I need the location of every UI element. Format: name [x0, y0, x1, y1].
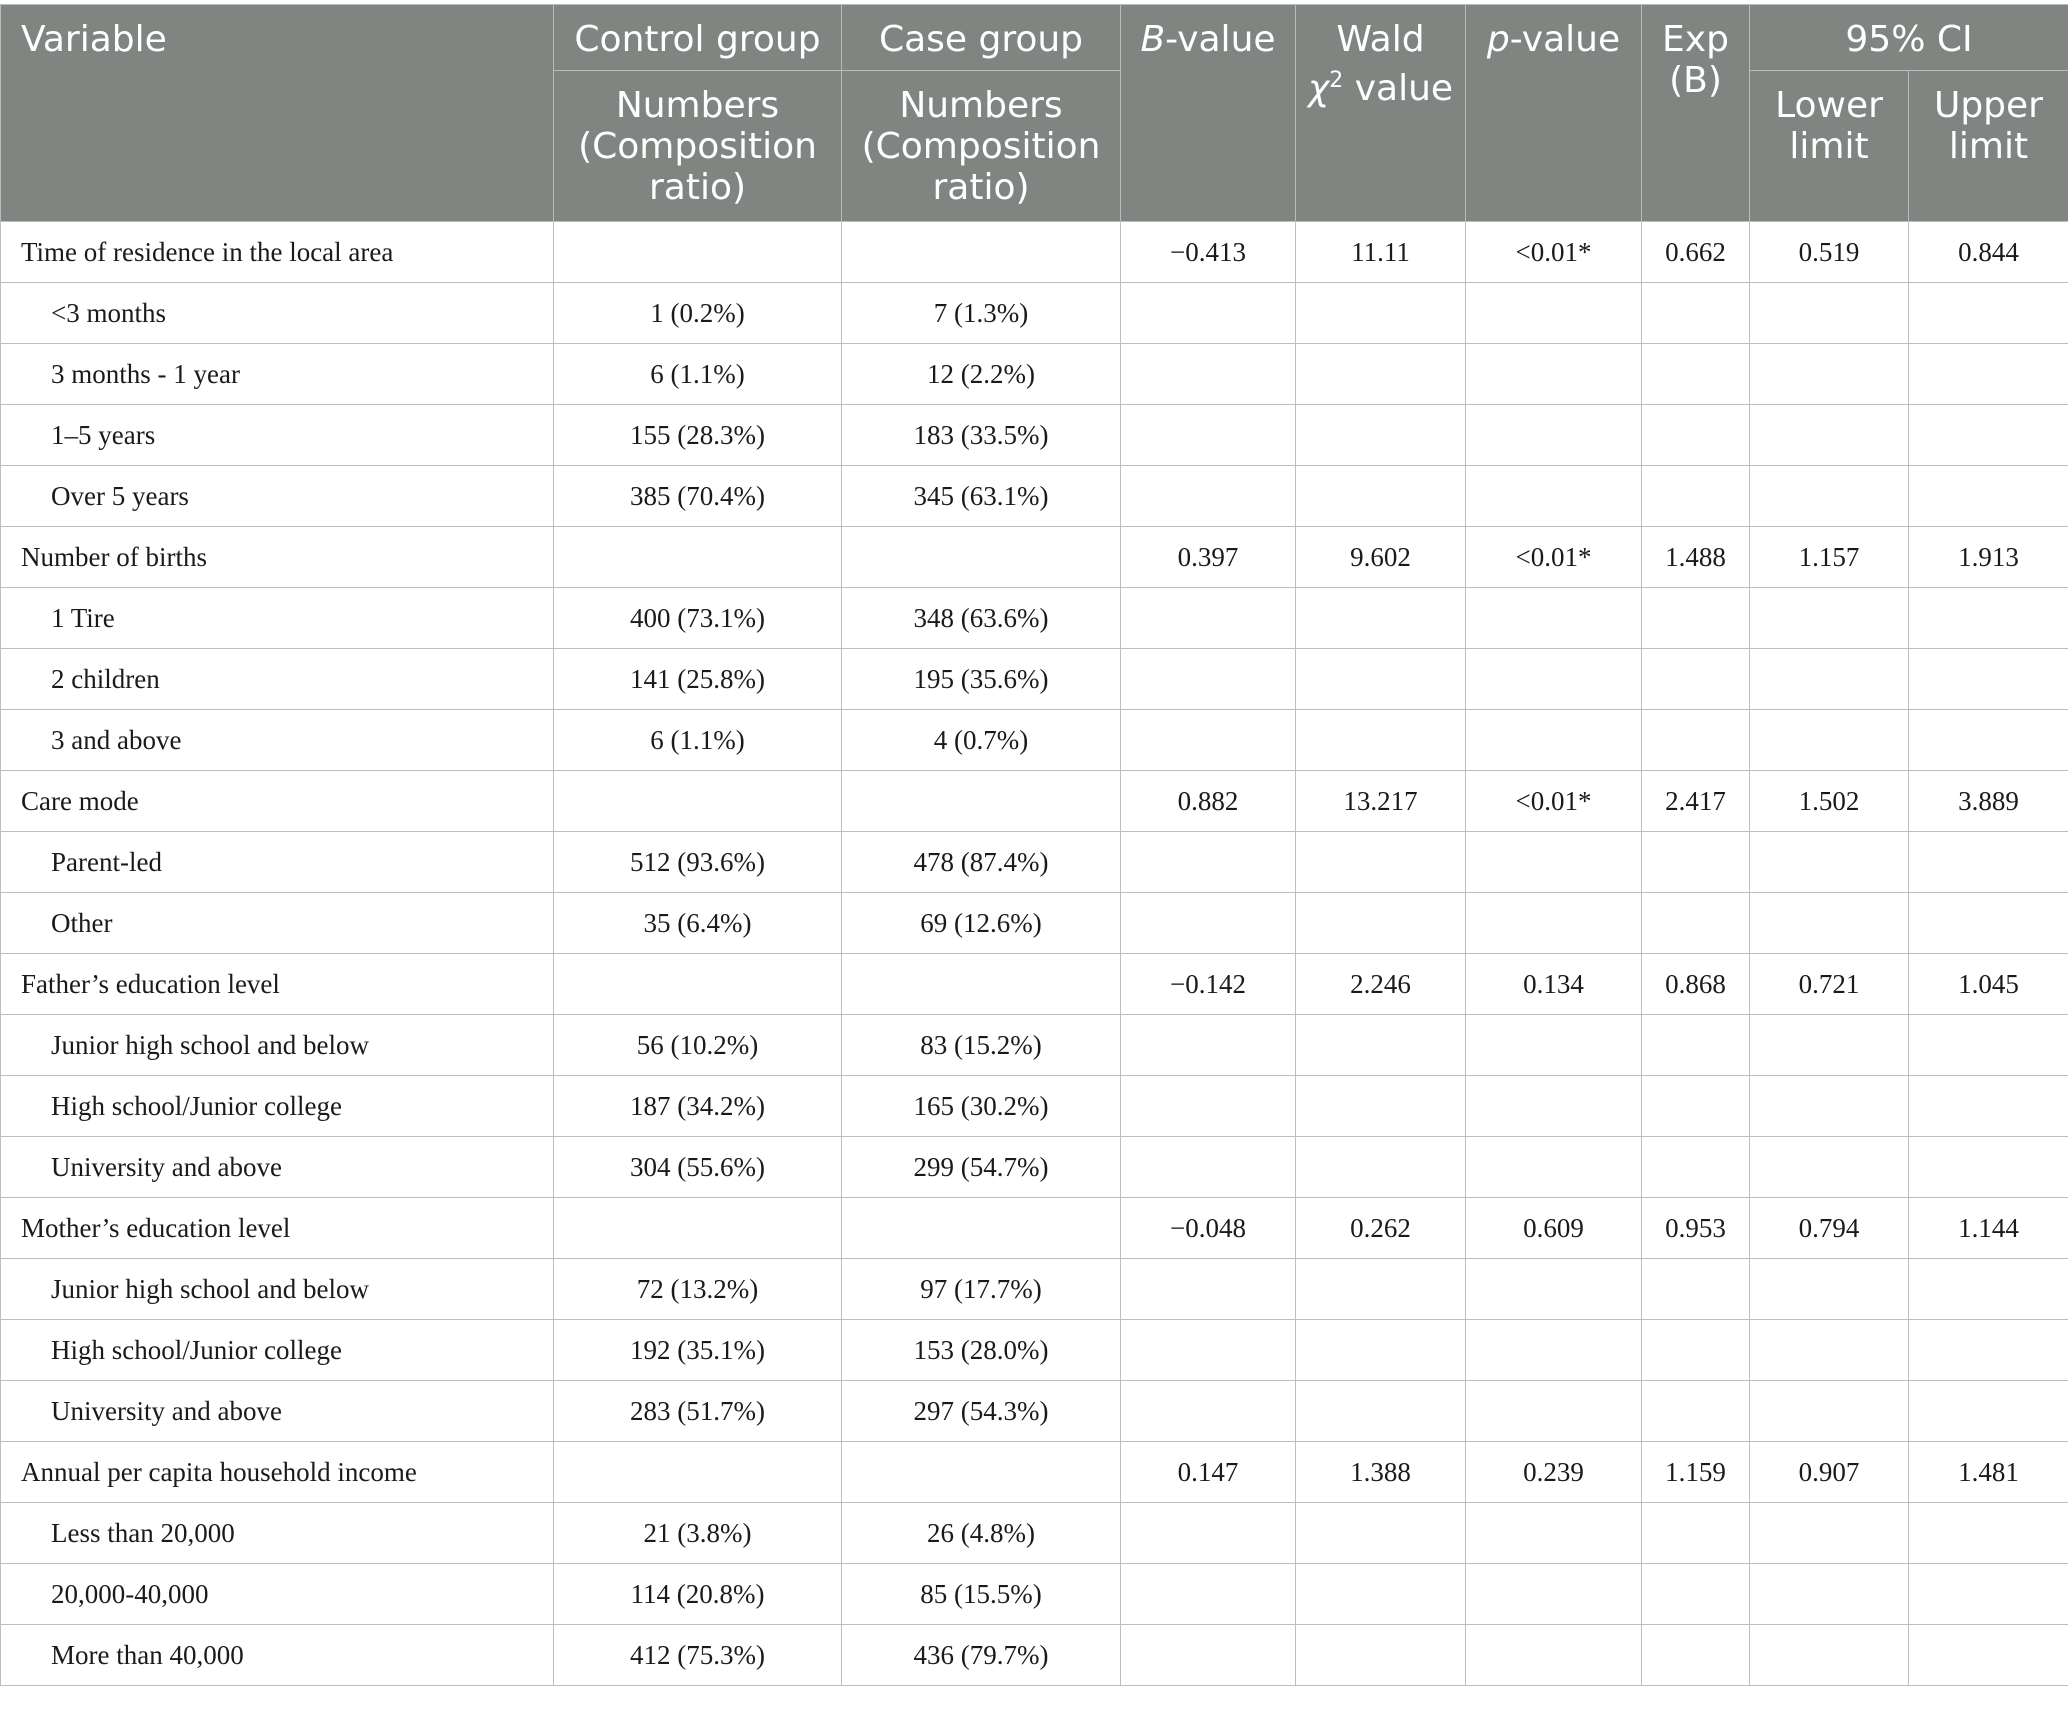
- exp-b-value: [1642, 1625, 1750, 1686]
- control-value: 1 (0.2%): [554, 283, 842, 344]
- ci-upper-value: [1909, 893, 2068, 954]
- header-case-group: Case group: [842, 5, 1121, 71]
- control-value: 21 (3.8%): [554, 1503, 842, 1564]
- control-value: 35 (6.4%): [554, 893, 842, 954]
- case-value: 345 (63.1%): [842, 466, 1121, 527]
- ci-lower-value: [1750, 344, 1909, 405]
- ci-lower-value: [1750, 1625, 1909, 1686]
- wald-value: 2.246: [1296, 954, 1466, 1015]
- case-value: 153 (28.0%): [842, 1320, 1121, 1381]
- ci-upper-value: [1909, 832, 2068, 893]
- b-value: [1121, 710, 1296, 771]
- row-label: Less than 20,000: [1, 1503, 554, 1564]
- case-value: 85 (15.5%): [842, 1564, 1121, 1625]
- ci-upper-value: [1909, 710, 2068, 771]
- row-label: 3 and above: [1, 710, 554, 771]
- case-value: [842, 527, 1121, 588]
- exp-b-value: [1642, 1076, 1750, 1137]
- ci-lower-value: [1750, 1564, 1909, 1625]
- wald-value: [1296, 1259, 1466, 1320]
- control-value: 412 (75.3%): [554, 1625, 842, 1686]
- p-value: [1466, 710, 1642, 771]
- exp-b-value: [1642, 710, 1750, 771]
- table-row-category: [1, 710, 2068, 771]
- table-row-variable: [1, 1442, 2068, 1503]
- p-value: [1466, 1015, 1642, 1076]
- case-value: 7 (1.3%): [842, 283, 1121, 344]
- table-row-category: [1, 1259, 2068, 1320]
- wald-value: [1296, 893, 1466, 954]
- row-label: Over 5 years: [1, 466, 554, 527]
- ci-lower-value: 0.794: [1750, 1198, 1909, 1259]
- ci-upper-value: [1909, 1015, 2068, 1076]
- control-value: [554, 527, 842, 588]
- ci-upper-value: [1909, 1137, 2068, 1198]
- table-body: [1, 222, 2068, 1686]
- table-row-category: [1, 466, 2068, 527]
- table-row-variable: [1, 222, 2068, 283]
- exp-b-value: [1642, 405, 1750, 466]
- b-value: [1121, 832, 1296, 893]
- header-numbers-control: Numbers (Composition ratio): [554, 71, 842, 222]
- b-value: [1121, 1564, 1296, 1625]
- table-row-category: [1, 649, 2068, 710]
- table-row-category: [1, 1320, 2068, 1381]
- row-label: Junior high school and below: [1, 1015, 554, 1076]
- b-value: −0.048: [1121, 1198, 1296, 1259]
- row-label: Father’s education level: [1, 954, 554, 1015]
- exp-b-value: [1642, 832, 1750, 893]
- row-label: Care mode: [1, 771, 554, 832]
- p-value: [1466, 466, 1642, 527]
- control-value: 141 (25.8%): [554, 649, 842, 710]
- p-value: [1466, 1137, 1642, 1198]
- header-ci: 95% CI: [1750, 5, 2068, 71]
- b-value: [1121, 1625, 1296, 1686]
- wald-value: [1296, 1381, 1466, 1442]
- ci-upper-value: [1909, 344, 2068, 405]
- ci-upper-value: [1909, 466, 2068, 527]
- ci-upper-value: [1909, 1259, 2068, 1320]
- ci-lower-value: [1750, 1137, 1909, 1198]
- table-row-category: [1, 283, 2068, 344]
- wald-value: 1.388: [1296, 1442, 1466, 1503]
- ci-lower-value: 0.519: [1750, 222, 1909, 283]
- wald-value: [1296, 649, 1466, 710]
- table-row-category: [1, 1015, 2068, 1076]
- exp-b-value: 0.953: [1642, 1198, 1750, 1259]
- ci-lower-value: 1.502: [1750, 771, 1909, 832]
- exp-b-value: [1642, 1564, 1750, 1625]
- table-row-category: [1, 1076, 2068, 1137]
- b-value: [1121, 893, 1296, 954]
- row-label: 3 months - 1 year: [1, 344, 554, 405]
- b-value: 0.147: [1121, 1442, 1296, 1503]
- ci-upper-value: [1909, 1503, 2068, 1564]
- row-label: Other: [1, 893, 554, 954]
- p-value: [1466, 1625, 1642, 1686]
- ci-lower-value: [1750, 405, 1909, 466]
- ci-lower-value: 1.157: [1750, 527, 1909, 588]
- p-value: [1466, 893, 1642, 954]
- p-value: [1466, 649, 1642, 710]
- control-value: [554, 1198, 842, 1259]
- case-value: 436 (79.7%): [842, 1625, 1121, 1686]
- row-label: 1–5 years: [1, 405, 554, 466]
- header-b-italic: B: [1140, 19, 1166, 60]
- exp-b-value: 0.662: [1642, 222, 1750, 283]
- ci-upper-value: [1909, 1076, 2068, 1137]
- row-label: Number of births: [1, 527, 554, 588]
- exp-b-value: [1642, 283, 1750, 344]
- header-control-group: Control group: [554, 5, 842, 71]
- p-value: 0.239: [1466, 1442, 1642, 1503]
- b-value: [1121, 283, 1296, 344]
- case-value: [842, 222, 1121, 283]
- ci-upper-value: [1909, 588, 2068, 649]
- header-numbers-case: Numbers (Composition ratio): [842, 71, 1121, 222]
- exp-b-value: 1.159: [1642, 1442, 1750, 1503]
- case-value: 297 (54.3%): [842, 1381, 1121, 1442]
- control-value: 192 (35.1%): [554, 1320, 842, 1381]
- b-value: [1121, 1503, 1296, 1564]
- p-value: [1466, 1076, 1642, 1137]
- row-label: High school/Junior college: [1, 1076, 554, 1137]
- ci-lower-value: [1750, 466, 1909, 527]
- ci-upper-value: 1.144: [1909, 1198, 2068, 1259]
- table-row-category: [1, 1625, 2068, 1686]
- ci-lower-value: 0.721: [1750, 954, 1909, 1015]
- header-exp-b: Exp (B): [1642, 5, 1750, 222]
- table-row-category: [1, 1503, 2068, 1564]
- exp-b-value: [1642, 1381, 1750, 1442]
- wald-value: 0.262: [1296, 1198, 1466, 1259]
- ci-lower-value: [1750, 1076, 1909, 1137]
- p-value: 0.609: [1466, 1198, 1642, 1259]
- exp-b-value: [1642, 893, 1750, 954]
- wald-value: 11.11: [1296, 222, 1466, 283]
- case-value: [842, 771, 1121, 832]
- p-value: [1466, 405, 1642, 466]
- ci-lower-value: [1750, 1320, 1909, 1381]
- case-value: 4 (0.7%): [842, 710, 1121, 771]
- wald-value: [1296, 1625, 1466, 1686]
- ci-upper-value: [1909, 283, 2068, 344]
- p-value: <0.01*: [1466, 222, 1642, 283]
- table-row-variable: [1, 527, 2068, 588]
- wald-value: [1296, 283, 1466, 344]
- control-value: 6 (1.1%): [554, 710, 842, 771]
- ci-lower-value: [1750, 832, 1909, 893]
- control-value: 72 (13.2%): [554, 1259, 842, 1320]
- ci-lower-value: [1750, 1015, 1909, 1076]
- control-value: 512 (93.6%): [554, 832, 842, 893]
- table-header: [1, 5, 2068, 222]
- ci-upper-value: [1909, 1381, 2068, 1442]
- ci-lower-value: 0.907: [1750, 1442, 1909, 1503]
- p-value: [1466, 283, 1642, 344]
- p-value: [1466, 1503, 1642, 1564]
- table-row-category: [1, 1137, 2068, 1198]
- control-value: 304 (55.6%): [554, 1137, 842, 1198]
- row-label: University and above: [1, 1137, 554, 1198]
- header-b-rest: -value: [1165, 19, 1276, 60]
- b-value: [1121, 1320, 1296, 1381]
- ci-upper-value: [1909, 405, 2068, 466]
- exp-b-value: [1642, 1503, 1750, 1564]
- row-label: Parent-led: [1, 832, 554, 893]
- b-value: [1121, 405, 1296, 466]
- b-value: [1121, 588, 1296, 649]
- row-label: 20,000-40,000: [1, 1564, 554, 1625]
- row-label: Junior high school and below: [1, 1259, 554, 1320]
- header-wald-chi: χ: [1307, 68, 1330, 109]
- table-row-variable: [1, 1198, 2068, 1259]
- p-value: <0.01*: [1466, 771, 1642, 832]
- p-value: [1466, 832, 1642, 893]
- wald-value: [1296, 344, 1466, 405]
- ci-lower-value: [1750, 1503, 1909, 1564]
- case-value: 299 (54.7%): [842, 1137, 1121, 1198]
- wald-value: [1296, 1320, 1466, 1381]
- wald-value: [1296, 1564, 1466, 1625]
- control-value: 283 (51.7%): [554, 1381, 842, 1442]
- row-label: University and above: [1, 1381, 554, 1442]
- ci-upper-value: 3.889: [1909, 771, 2068, 832]
- table-row-category: [1, 344, 2068, 405]
- header-b-value: [1121, 5, 1296, 222]
- exp-b-value: [1642, 1015, 1750, 1076]
- ci-lower-value: [1750, 588, 1909, 649]
- case-value: 97 (17.7%): [842, 1259, 1121, 1320]
- case-value: 69 (12.6%): [842, 893, 1121, 954]
- table-row-category: [1, 405, 2068, 466]
- b-value: 0.882: [1121, 771, 1296, 832]
- regression-table: [0, 4, 2068, 1686]
- p-value: [1466, 1259, 1642, 1320]
- header-variable: Variable: [1, 5, 554, 222]
- control-value: 187 (34.2%): [554, 1076, 842, 1137]
- control-value: [554, 1442, 842, 1503]
- wald-value: 9.602: [1296, 527, 1466, 588]
- exp-b-value: [1642, 649, 1750, 710]
- p-value: [1466, 588, 1642, 649]
- ci-upper-value: 0.844: [1909, 222, 2068, 283]
- ci-upper-value: [1909, 649, 2068, 710]
- header-p-value: [1466, 5, 1642, 222]
- exp-b-value: [1642, 344, 1750, 405]
- exp-b-value: [1642, 466, 1750, 527]
- table-row-category: [1, 1381, 2068, 1442]
- case-value: 348 (63.6%): [842, 588, 1121, 649]
- table-row-category: [1, 893, 2068, 954]
- exp-b-value: 0.868: [1642, 954, 1750, 1015]
- row-label: Time of residence in the local area: [1, 222, 554, 283]
- b-value: 0.397: [1121, 527, 1296, 588]
- row-label: 2 children: [1, 649, 554, 710]
- row-label: More than 40,000: [1, 1625, 554, 1686]
- wald-value: [1296, 405, 1466, 466]
- header-lower-limit: Lower limit: [1750, 71, 1909, 222]
- p-value: [1466, 1320, 1642, 1381]
- ci-upper-value: 1.913: [1909, 527, 2068, 588]
- table-row-category: [1, 832, 2068, 893]
- p-value: <0.01*: [1466, 527, 1642, 588]
- b-value: −0.413: [1121, 222, 1296, 283]
- case-value: 183 (33.5%): [842, 405, 1121, 466]
- exp-b-value: 1.488: [1642, 527, 1750, 588]
- row-label: Mother’s education level: [1, 1198, 554, 1259]
- control-value: [554, 222, 842, 283]
- case-value: 83 (15.2%): [842, 1015, 1121, 1076]
- b-value: [1121, 1259, 1296, 1320]
- control-value: 6 (1.1%): [554, 344, 842, 405]
- exp-b-value: [1642, 588, 1750, 649]
- control-value: 114 (20.8%): [554, 1564, 842, 1625]
- ci-upper-value: [1909, 1564, 2068, 1625]
- row-label: <3 months: [1, 283, 554, 344]
- ci-lower-value: [1750, 1259, 1909, 1320]
- table-row-category: [1, 1564, 2068, 1625]
- b-value: [1121, 1015, 1296, 1076]
- ci-upper-value: 1.045: [1909, 954, 2068, 1015]
- control-value: 155 (28.3%): [554, 405, 842, 466]
- b-value: [1121, 344, 1296, 405]
- header-p-italic: p: [1486, 19, 1510, 60]
- case-value: 478 (87.4%): [842, 832, 1121, 893]
- case-value: 165 (30.2%): [842, 1076, 1121, 1137]
- p-value: [1466, 344, 1642, 405]
- control-value: 385 (70.4%): [554, 466, 842, 527]
- ci-lower-value: [1750, 893, 1909, 954]
- ci-upper-value: 1.481: [1909, 1442, 2068, 1503]
- wald-value: [1296, 710, 1466, 771]
- ci-lower-value: [1750, 1381, 1909, 1442]
- exp-b-value: [1642, 1259, 1750, 1320]
- b-value: [1121, 466, 1296, 527]
- control-value: 400 (73.1%): [554, 588, 842, 649]
- case-value: [842, 1198, 1121, 1259]
- control-value: 56 (10.2%): [554, 1015, 842, 1076]
- exp-b-value: [1642, 1320, 1750, 1381]
- case-value: 26 (4.8%): [842, 1503, 1121, 1564]
- control-value: [554, 954, 842, 1015]
- exp-b-value: [1642, 1137, 1750, 1198]
- header-wald-line1: Wald: [1336, 19, 1425, 60]
- case-value: 195 (35.6%): [842, 649, 1121, 710]
- ci-upper-value: [1909, 1625, 2068, 1686]
- wald-value: [1296, 588, 1466, 649]
- p-value: [1466, 1564, 1642, 1625]
- header-wald-sup: 2: [1329, 68, 1344, 93]
- b-value: [1121, 1076, 1296, 1137]
- table-row-variable: [1, 771, 2068, 832]
- wald-value: [1296, 832, 1466, 893]
- b-value: [1121, 1381, 1296, 1442]
- wald-value: [1296, 466, 1466, 527]
- b-value: −0.142: [1121, 954, 1296, 1015]
- case-value: [842, 1442, 1121, 1503]
- header-upper-limit: Upper limit: [1909, 71, 2068, 222]
- case-value: 12 (2.2%): [842, 344, 1121, 405]
- row-label: Annual per capita household income: [1, 1442, 554, 1503]
- wald-value: [1296, 1137, 1466, 1198]
- p-value: 0.134: [1466, 954, 1642, 1015]
- wald-value: [1296, 1015, 1466, 1076]
- header-p-rest: -value: [1509, 19, 1621, 60]
- ci-lower-value: [1750, 649, 1909, 710]
- case-value: [842, 954, 1121, 1015]
- wald-value: [1296, 1076, 1466, 1137]
- ci-lower-value: [1750, 710, 1909, 771]
- b-value: [1121, 649, 1296, 710]
- ci-lower-value: [1750, 283, 1909, 344]
- p-value: [1466, 1381, 1642, 1442]
- header-wald: [1296, 5, 1466, 222]
- wald-value: [1296, 1503, 1466, 1564]
- b-value: [1121, 1137, 1296, 1198]
- header-wald-rest: value: [1343, 68, 1454, 109]
- row-label: 1 Tire: [1, 588, 554, 649]
- wald-value: 13.217: [1296, 771, 1466, 832]
- control-value: [554, 771, 842, 832]
- ci-upper-value: [1909, 1320, 2068, 1381]
- table-row-category: [1, 588, 2068, 649]
- table-row-variable: [1, 954, 2068, 1015]
- row-label: High school/Junior college: [1, 1320, 554, 1381]
- exp-b-value: 2.417: [1642, 771, 1750, 832]
